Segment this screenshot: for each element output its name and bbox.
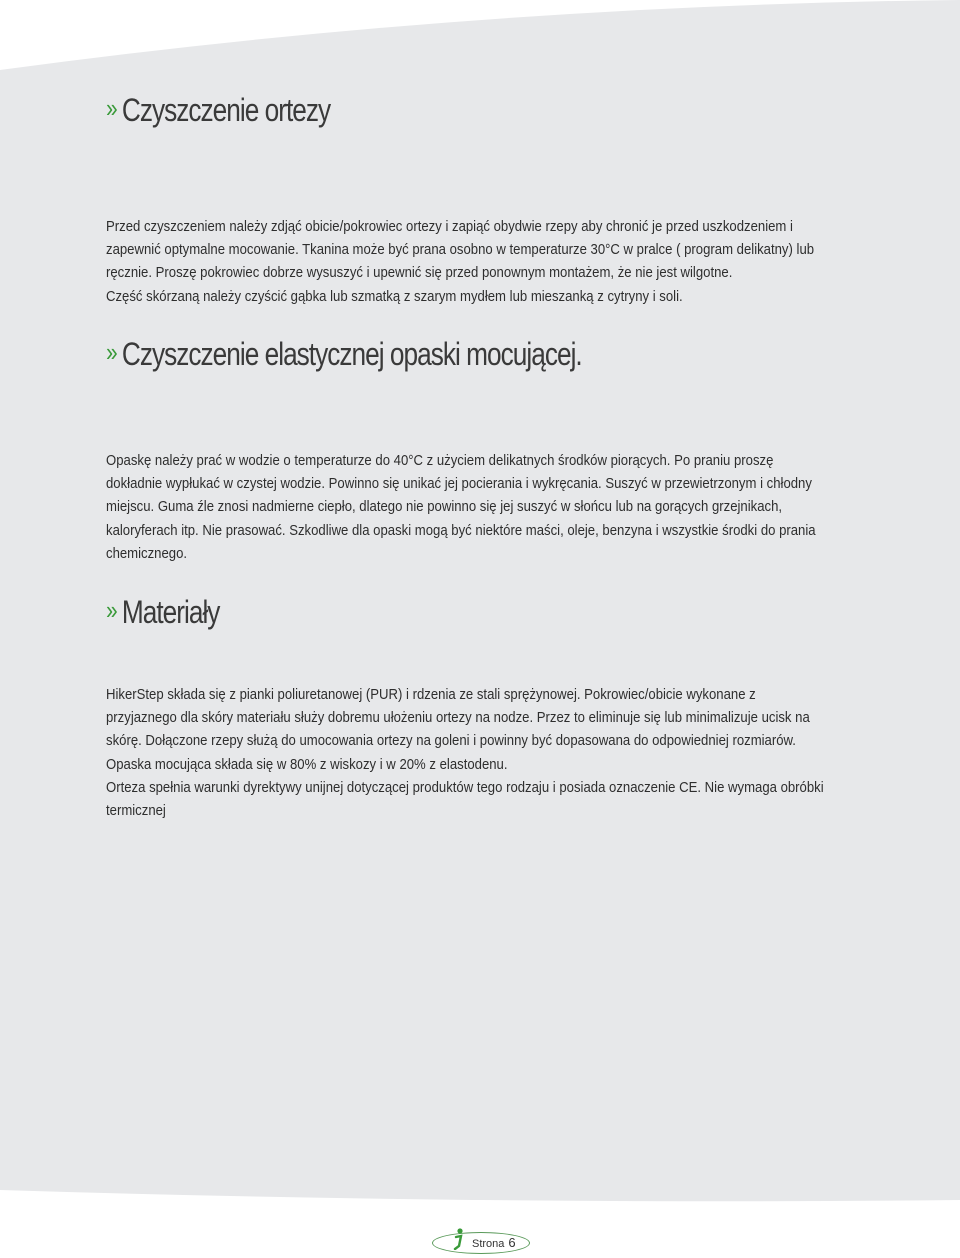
section-heading-materials: ›› Materiały	[106, 594, 220, 630]
text-line: zapewnić optymalne mocowanie. Tkanina może być prana osobno w temperaturze 30°C w pralce ( program delikatny) lub	[106, 242, 815, 259]
section-text-cleaning-band	[106, 450, 866, 566]
text-line: Opaskę należy prać w wodzie o temperaturze do 40°C z użyciem delikatnych środków piorących. Po praniu proszę	[106, 453, 774, 469]
text-line: przyjaznego dla skóry materiału służy dobremu ułożeniu ortezy na nodze. Przez to eliminuje się lub minimalizuje ucisk na	[106, 710, 810, 727]
text-line: miejscu. Guma źle znosi nadmierne ciepło, dlatego nie powinno się jej suszyć w słońcu lub na gorących grzejnikach,	[106, 499, 783, 516]
section-text-materials	[106, 684, 866, 823]
text-line: Opaska mocująca składa się w 80% z wiskozy i w 20% z elastodenu.	[106, 756, 508, 773]
heading-marker-icon: ››	[106, 595, 116, 625]
section-heading-cleaning-band: ›› Czyszczenie elastycznej opaski mocującej.	[106, 336, 582, 372]
text-line: Przed czyszczeniem należy zdjąć obicie/pokrowiec ortezy i zapiąć obydwie rzepy aby chronić je przed uszkodzeniem i	[106, 219, 793, 235]
page-label	[472, 1235, 516, 1250]
text-line: dokładnie wypłukać w czystej wodzie. Powinno się unikać jej pocierania i wykręcania. Suszyć w przewietrzonym i chłodny	[106, 476, 812, 493]
text-line: HikerStep składa się z pianki poliuretanowej (PUR) i rdzenia ze stali sprężynowej. Pokrowiec/obicie wykonane z	[106, 687, 756, 703]
heading-marker-icon: ››	[106, 337, 116, 367]
page-number: 6	[508, 1235, 516, 1250]
text-line: ręcznie. Proszę pokrowiec dobrze wysuszyć i upewnić się przed ponownym montażem, że nie jest wilgotne.	[106, 265, 733, 282]
heading-marker-icon: ››	[106, 93, 116, 123]
page-label-text: Strona	[472, 1238, 505, 1250]
text-line: termicznej	[106, 803, 166, 820]
section-text-cleaning-orthosis	[106, 216, 866, 309]
text-line: kaloryferach itp. Nie prasować. Szkodliwe dla opaski mogą być niektóre maści, oleje, benzyna i wszystkie środki do prania	[106, 522, 816, 539]
text-line: Orteza spełnia warunki dyrektywy unijnej dotyczącej produktów tego rodzaju i posiada oznaczenie CE. Nie wymaga obróbki	[106, 779, 824, 796]
info-person-icon	[452, 1228, 466, 1250]
text-line: Część skórzaną należy czyścić gąbka lub szmatką z szarym mydłem lub mieszanką z cytryny i soli.	[106, 288, 683, 305]
text-line: chemicznego.	[106, 545, 188, 562]
page-footer	[432, 1232, 532, 1254]
section-heading-cleaning-orthosis: ›› Czyszczenie ortezy	[106, 92, 331, 128]
text-line: skórę. Dołączone rzepy służą do umocowania ortezy na goleni i powinny być dopasowana do odpowiedniej rozmiarów.	[106, 733, 796, 750]
